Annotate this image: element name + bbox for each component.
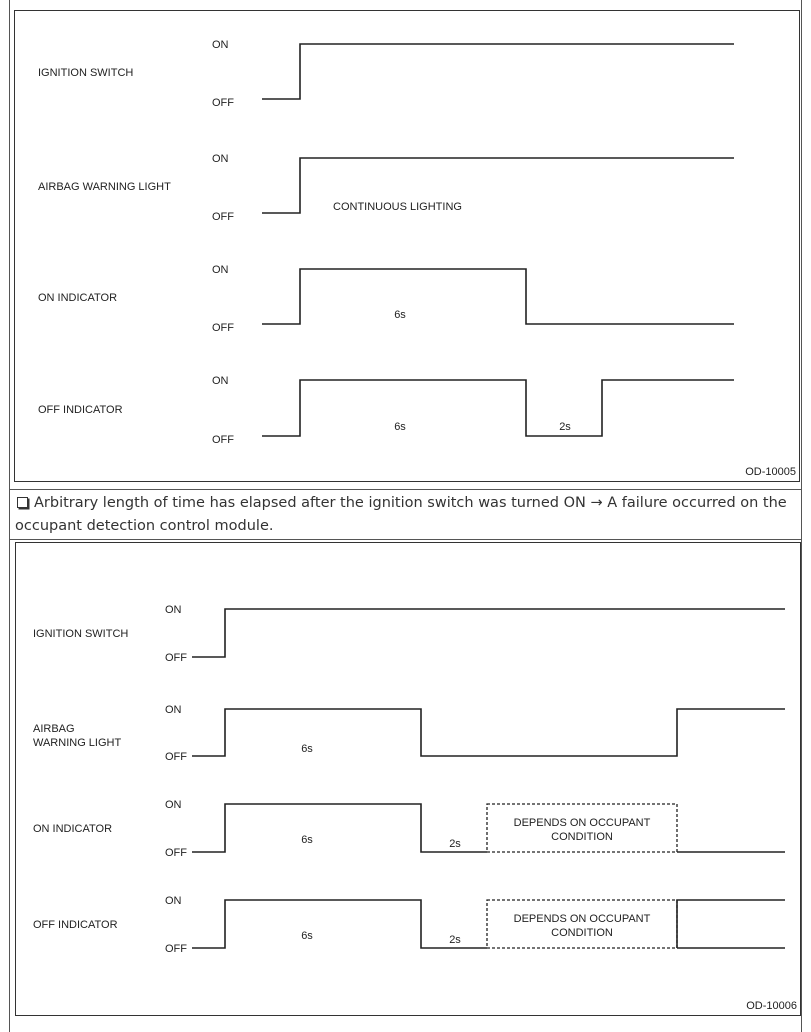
duration-annotation: 6s [394,421,406,433]
timing-diagram-2 [15,542,801,1016]
on-state-label: ON [212,39,229,51]
duration-annotation: 2s [449,838,461,850]
timing-diagram-1 [14,10,800,482]
failure-note [15,492,800,537]
off-state-label: OFF [165,847,187,859]
separator-rule-bottom [9,539,802,540]
off-state-label: OFF [212,211,234,223]
on-indicator-waveform [192,804,487,852]
off-indicator-waveform [192,900,487,948]
checkbox-bullet-icon [17,497,28,508]
off-state-label: OFF [165,751,187,763]
duration-annotation: 6s [301,930,313,942]
failure-note-text: Arbitrary length of time has elapsed after the ignition switch was turned ON → A failure occurred on the occupant detection control module. [15,495,787,534]
off-indicator-waveform-tail [677,900,785,948]
off-indicator-waveform [262,380,734,436]
off-state-label: OFF [165,652,187,664]
on-state-label: ON [212,264,229,276]
timing-diagram-2-svg [16,543,800,1015]
right-frame-rule [801,0,802,1032]
signal-label: AIRBAG WARNING LIGHT [38,181,171,193]
continuous-lighting-annotation: CONTINUOUS LIGHTING [333,201,462,213]
separator-rule-top [9,489,802,490]
on-state-label: ON [212,375,229,387]
duration-annotation: 6s [301,743,313,755]
depends-on-occupant-annotation: DEPENDS ON OCCUPANT CONDITION [513,817,651,843]
timing-diagram-1-svg [15,11,799,481]
signal-label: IGNITION SWITCH [38,67,134,79]
off-state-label: OFF [212,97,234,109]
duration-annotation: 6s [394,309,406,321]
duration-annotation: 6s [301,834,313,846]
on-state-label: ON [165,704,182,716]
signal-label: OFF INDICATOR [33,919,118,931]
signal-label: ON INDICATOR [33,823,113,835]
signal-label: IGNITION SWITCH [33,628,129,640]
duration-annotation: 2s [449,934,461,946]
airbag-warning-light-waveform [192,709,785,756]
signal-label: AIRBAG WARNING LIGHT [33,723,122,749]
on-state-label: ON [165,799,182,811]
on-state-label: ON [212,153,229,165]
on-state-label: ON [165,604,182,616]
depends-on-occupant-annotation: DEPENDS ON OCCUPANT CONDITION [513,913,651,939]
ignition-switch-waveform [192,609,785,657]
signal-label: OFF INDICATOR [38,404,123,416]
figure-code: OD-10005 [745,466,796,478]
off-state-label: OFF [212,434,234,446]
off-state-label: OFF [165,943,187,955]
figure-code: OD-10006 [746,1000,797,1012]
off-state-label: OFF [212,322,234,334]
on-state-label: ON [165,895,182,907]
left-frame-rule [9,0,10,1032]
duration-annotation: 2s [559,421,571,433]
signal-label: ON INDICATOR [38,292,118,304]
ignition-switch-waveform [262,44,734,99]
on-indicator-waveform [262,269,734,324]
